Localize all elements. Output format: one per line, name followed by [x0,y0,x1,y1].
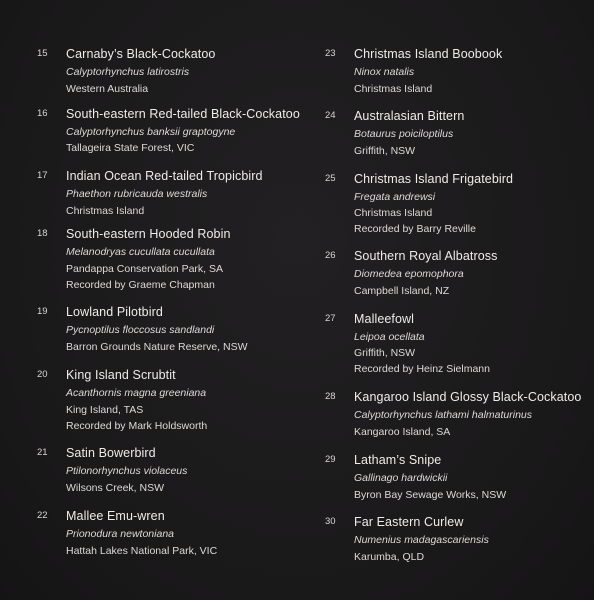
bird-scientific-name: Gallinago hardwickii [354,472,448,484]
track-number: 25 [325,173,336,184]
track-number: 21 [37,447,48,458]
bird-common-name: Christmas Island Boobook [354,47,503,61]
bird-common-name: Malleefowl [354,312,415,326]
track-number: 26 [325,250,336,261]
bird-scientific-name: Phaethon rubricauda westralis [66,188,208,200]
recording-location: Christmas Island [66,205,145,217]
bird-common-name: King Island Scrubtit [66,368,176,382]
bird-common-name: Latham’s Snipe [354,453,442,467]
track-number: 15 [37,48,48,59]
track-number: 16 [37,108,48,119]
bird-common-name: South-eastern Red-tailed Black-Cockatoo [66,107,300,121]
recording-location: Barron Grounds Nature Reserve, NSW [66,341,248,353]
bird-scientific-name: Calyptorhynchus lathami halmaturinus [354,409,533,421]
bird-common-name: Southern Royal Albatross [354,249,498,263]
bird-scientific-name: Prionodura newtoniana [66,528,174,540]
bird-scientific-name: Melanodryas cucullata cucullata [66,246,215,258]
bird-common-name: South-eastern Hooded Robin [66,227,231,241]
track-number: 23 [325,48,336,59]
bird-common-name: Far Eastern Curlew [354,515,464,529]
track-number: 22 [37,510,48,521]
bird-scientific-name: Ninox natalis [354,66,415,78]
recording-location: Byron Bay Sewage Works, NSW [354,489,507,501]
recording-location: King Island, TAS [66,404,144,416]
track-number: 30 [325,516,336,527]
bird-scientific-name: Acanthornis magna greeniana [66,387,207,399]
recorded-by: Recorded by Graeme Chapman [66,279,215,291]
track-number: 27 [325,313,336,324]
bird-common-name: Carnaby’s Black-Cockatoo [66,47,216,61]
bird-scientific-name: Leipoa ocellata [354,331,425,343]
bird-common-name: Christmas Island Frigatebird [354,172,514,186]
bird-scientific-name: Pycnoptilus floccosus sandlandi [66,324,215,336]
track-number: 20 [37,369,48,380]
recording-location: Griffith, NSW [354,145,416,157]
bird-scientific-name: Botaurus poiciloptilus [354,128,454,140]
recording-location: Western Australia [66,83,149,95]
recording-location: Wilsons Creek, NSW [66,482,165,494]
bird-common-name: Australasian Bittern [354,109,465,123]
bird-scientific-name: Ptilonorhynchus violaceus [66,465,188,477]
recording-location: Griffith, NSW [354,347,416,359]
track-number: 17 [37,170,48,181]
bird-common-name: Mallee Emu-wren [66,509,165,523]
recording-location: Kangaroo Island, SA [354,426,451,438]
recording-location: Christmas Island [354,83,433,95]
recording-location: Campbell Island, NZ [354,285,450,297]
bird-common-name: Indian Ocean Red-tailed Tropicbird [66,169,263,183]
track-number: 28 [325,391,336,402]
track-number: 18 [37,228,48,239]
recording-location: Christmas Island [354,207,433,219]
bird-common-name: Kangaroo Island Glossy Black-Cockatoo [354,390,582,404]
track-number: 24 [325,110,336,121]
recording-location: Tallageira State Forest, VIC [66,142,195,154]
bird-common-name: Satin Bowerbird [66,446,156,460]
recording-location: Hattah Lakes National Park, VIC [66,545,218,557]
recorded-by: Recorded by Heinz Sielmann [354,363,490,375]
track-number: 29 [325,454,336,465]
recorded-by: Recorded by Barry Reville [354,223,476,235]
recording-location: Pandappa Conservation Park, SA [66,263,224,275]
bird-scientific-name: Numenius madagascariensis [354,534,489,546]
track-number: 19 [37,306,48,317]
bird-common-name: Lowland Pilotbird [66,305,163,319]
bird-scientific-name: Calyptorhynchus banksii graptogyne [66,126,236,138]
bird-scientific-name: Calyptorhynchus latirostris [66,66,190,78]
recorded-by: Recorded by Mark Holdsworth [66,420,208,432]
bird-scientific-name: Diomedea epomophora [354,268,464,280]
recording-location: Karumba, QLD [354,551,425,563]
bird-scientific-name: Fregata andrewsi [354,191,436,203]
